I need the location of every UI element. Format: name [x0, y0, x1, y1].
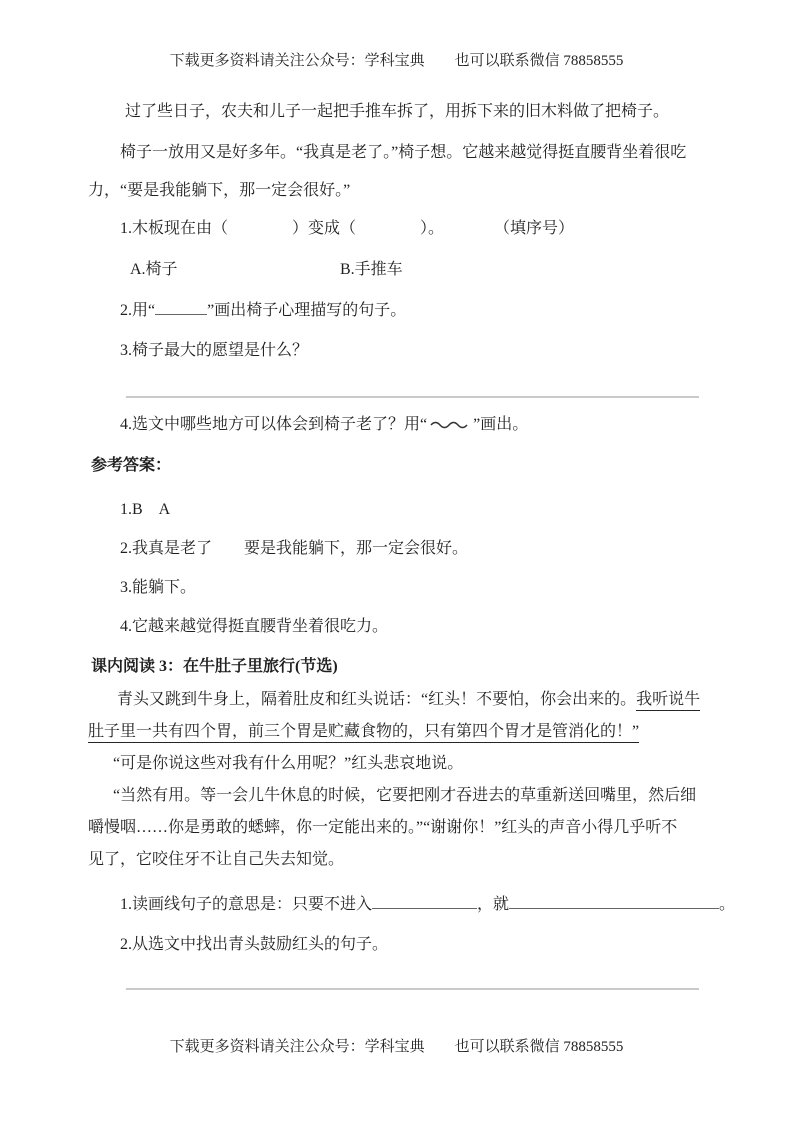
paragraph-text: 青头又跳到牛身上，隔着肚皮和红头说话：“红头！不要怕，你会出来的。	[117, 691, 637, 708]
passage-paragraph: 见了，它咬住牙不让自己失去知觉。	[88, 851, 345, 868]
blank-line	[155, 299, 207, 315]
question-1-note: （填序号）	[494, 220, 575, 237]
passage-paragraph: 过了些日子，农夫和儿子一起把手推车拆了，用拆下来的旧木料做了把椅子。	[125, 103, 670, 120]
question-1-text: 。	[719, 896, 736, 913]
section-heading: 课内阅读 3：在牛肚子里旅行(节选)	[91, 658, 338, 675]
passage-paragraph: “当然有用。等一会儿牛休息的时候，它要把刚才吞进去的草重新送回嘴里，然后细	[113, 787, 697, 804]
passage-paragraph	[88, 721, 639, 743]
blank-line	[372, 893, 477, 909]
question-1-text: ，就	[477, 896, 510, 913]
answer-2: 2.我真是老了 要是我能躺下，那一定会很好。	[120, 540, 469, 557]
answer-1: 1.B A	[120, 501, 171, 518]
spacer	[444, 232, 494, 233]
question-1-text: 1.读画线句子的意思是：只要不进入	[120, 896, 373, 913]
option-b: B.手推车	[340, 261, 403, 278]
wavy-line-icon	[430, 419, 470, 429]
answer-3: 3.能躺下。	[120, 579, 197, 596]
passage-paragraph: “可是你说这些对我有什么用呢？”红头悲哀地说。	[113, 755, 464, 772]
passage-paragraph: 嚼慢咽……你是勇敢的蟋蟀，你一定能出来的。”“谢谢你！”红头的声音小得几乎听不	[88, 819, 678, 836]
question-2: 2.从选文中找出青头鼓励红头的句子。	[120, 936, 389, 953]
question-4-text: ”画出。	[473, 416, 529, 433]
question-1	[120, 893, 735, 916]
passage-paragraph	[117, 689, 700, 711]
answers-title: 参考答案：	[91, 457, 172, 474]
passage-paragraph: 力，“要是我能躺下，那一定会很好。”	[88, 182, 351, 199]
question-4-text: 4.选文中哪些地方可以体会到椅子老了？用“	[120, 416, 428, 433]
page-header-note: 下载更多资料请关注公众号：学科宝典 也可以联系微信 78858555	[169, 53, 624, 69]
underlined-sentence: 肚子里一共有四个胃，前三个胃是贮藏食物的，只有第四个胃才是管消化的！”	[88, 723, 639, 743]
option-a: A.椅子	[130, 261, 178, 278]
question-3: 3.椅子最大的愿望是什么？	[120, 342, 309, 359]
page-footer-note: 下载更多资料请关注公众号：学科宝典 也可以联系微信 78858555	[169, 1039, 624, 1055]
underlined-sentence: 我听说牛	[636, 691, 700, 711]
question-2-text: ”画出椅子心理描写的句子。	[207, 302, 407, 319]
answer-4: 4.它越来越觉得挺直腰背坐着很吃力。	[120, 618, 389, 635]
question-2-text: 2.用“	[120, 302, 156, 319]
divider-line	[126, 396, 699, 398]
paren-blank	[228, 232, 292, 233]
question-1	[120, 218, 574, 240]
question-1-text: ）变成（	[292, 220, 357, 237]
question-1-text: 1.木板现在由（	[120, 220, 229, 237]
blank-line	[509, 893, 719, 909]
passage-paragraph: 椅子一放用又是好多年。“我真是老了。”椅子想。它越来越觉得挺直腰背坐着很吃	[120, 144, 687, 161]
question-1-text: ）。	[420, 220, 445, 237]
divider-line	[126, 988, 699, 990]
question-4	[120, 414, 528, 436]
paren-blank	[356, 232, 420, 233]
question-2	[120, 299, 406, 322]
